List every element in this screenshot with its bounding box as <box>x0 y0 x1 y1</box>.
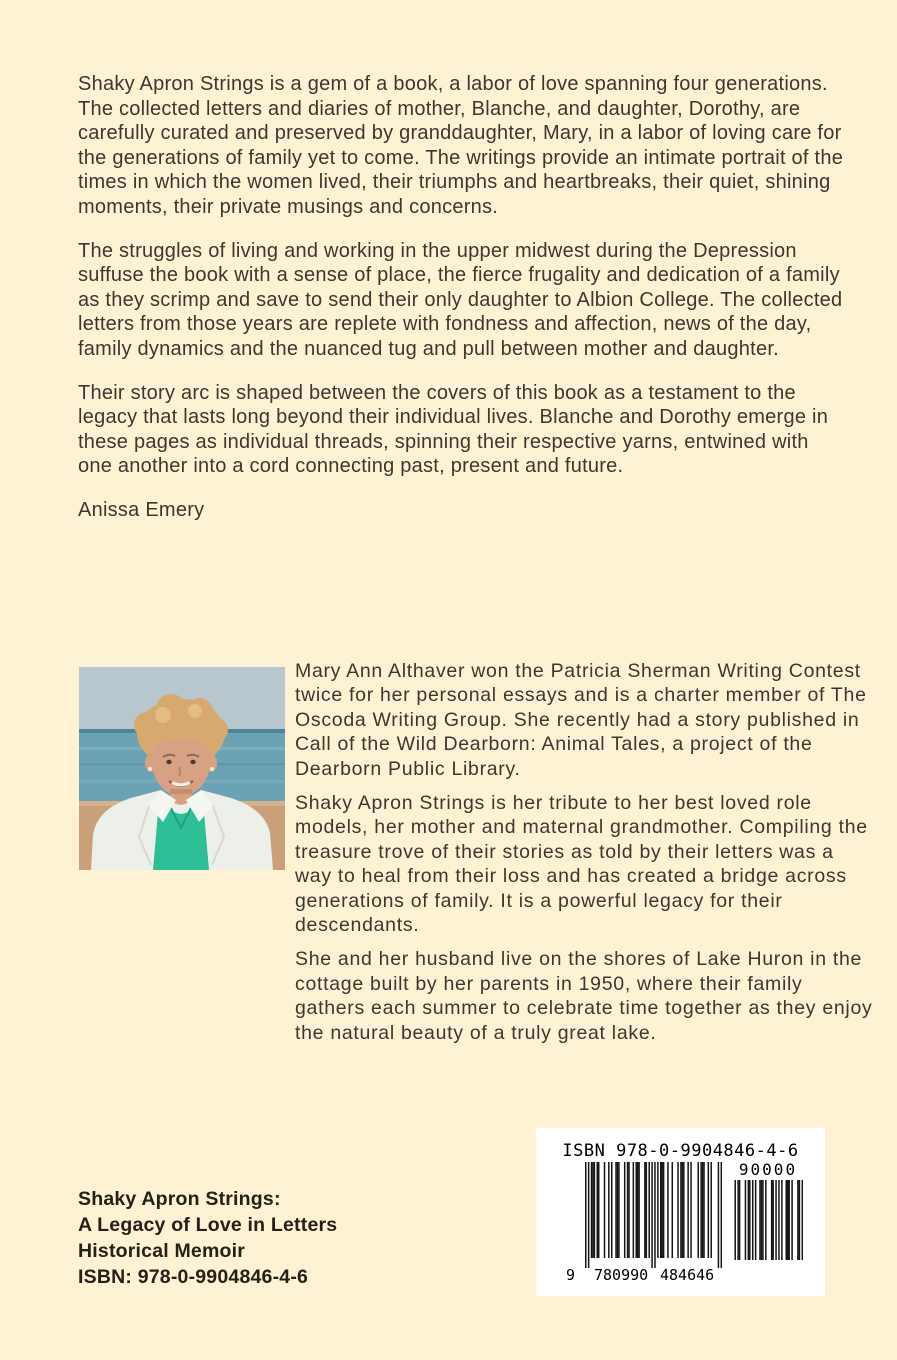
barcode-digit-group-1: 780990 <box>594 1266 649 1284</box>
book-info-block <box>78 1186 337 1290</box>
bio-paragraph-2: Shaky Apron Strings is her tribute to her best loved role models, her mother and maternal grandmother. Compiling the treasure trove of their stories as told by their letters was a way to heal from their loss and has created a bridge across generations of family. It is a powerful legacy for their descendants. <box>295 792 868 937</box>
ean5-supplement-barcode <box>733 1180 803 1260</box>
barcode-digit-prefix: 9 <box>566 1266 576 1284</box>
book-isbn-line: ISBN: 978-0-9904846-4-6 <box>78 1266 309 1288</box>
bio-paragraph-3: She and her husband live on the shores of Lake Huron in the cottage built by her parents in 1950, where their family gathers each summer to celebrate time together as they enjoy the natural beauty of a truly great lake. <box>295 948 873 1044</box>
synopsis-paragraph-3: Their story arc is shaped between the covers of this book as a testament to the legacy that lasts long beyond their individual lives. Blanche and Dorothy emerge in these pages as individual threads, spinning their respective yarns, entwined with one another into a cord connecting past, present and future. <box>78 381 829 478</box>
author-bio-section <box>295 659 873 1055</box>
ean13-barcode <box>585 1162 722 1268</box>
author-photo <box>79 667 285 870</box>
bio-paragraph-1: Mary Ann Althaver won the Patricia Sherman Writing Contest twice for her personal essays and is a charter member of The Oscoda Writing Group. She recently had a story published in Call of the Wild Dearborn: Animal Tales, a project of the Dearborn Public Library. <box>295 660 867 780</box>
book-title-line: Shaky Apron Strings: <box>78 1188 281 1210</box>
barcode-isbn-text: ISBN 978-0-9904846-4-6 <box>562 1141 799 1161</box>
synopsis-section <box>78 72 846 542</box>
synopsis-paragraph-2: The struggles of living and working in the upper midwest during the Depression suffuse the book with a sense of place, the fierce frugality and dedication of a family as they scrimp and save to send their only daughter to Albion College. The collected letters from those years are replete with fondness and affection, news of the day, family dynamics and the nuanced tug and pull between mother and daughter. <box>78 239 843 360</box>
synopsis-paragraph-1: Shaky Apron Strings is a gem of a book, a labor of love spanning four generations. The collected letters and diaries of mother, Blanche, and daughter, Dorothy, are carefully curated and preserved by granddaughter, Mary, in a labor of loving care for the generations of family yet to come. The writings provide an intimate portrait of the times in which the women lived, their triumphs and heartbreaks, their quiet, shining moments, their private musings and concerns. <box>78 73 844 218</box>
barcode-digit-group-2: 484646 <box>660 1266 715 1284</box>
book-genre-line: Historical Memoir <box>78 1240 246 1262</box>
book-subtitle-line: A Legacy of Love in Letters <box>78 1214 338 1236</box>
barcode-supplement-number: 90000 <box>738 1160 798 1179</box>
blurb-author-name: Anissa Emery <box>78 498 205 521</box>
beach-portrait-illustration <box>79 667 285 870</box>
barcode-human-readable <box>536 1266 825 1284</box>
barcode-block <box>536 1128 825 1296</box>
